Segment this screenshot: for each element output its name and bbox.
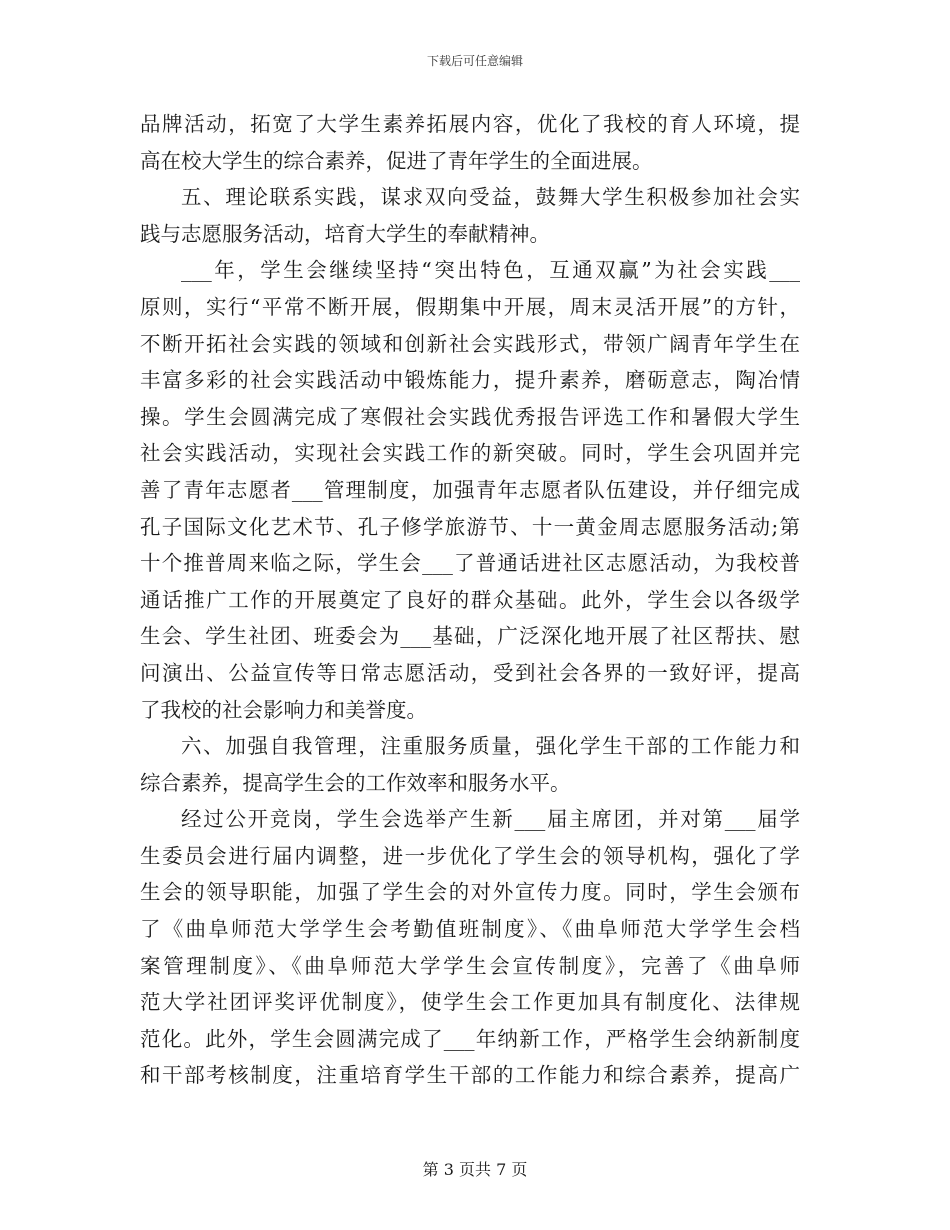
paragraph-line: 五、理论联系实践，谋求双向受益，鼓舞大学生积极参加社会实 <box>181 185 800 210</box>
paragraph-line: 践与志愿服务活动，培育大学生的奉献精神。 <box>140 221 550 246</box>
paragraph-line: 经过公开竞岗，学生会选举产生新___届主席团，并对第___届学 <box>181 807 800 832</box>
document-body <box>140 106 800 1094</box>
paragraph <box>140 179 800 252</box>
paragraph <box>140 252 800 728</box>
paragraph-line: 不断开拓社会实践的领域和创新社会实践形式，带领广阔青年学生在 <box>140 331 800 356</box>
paragraph-line: 了我校的社会影响力和美誉度。 <box>140 697 427 722</box>
paragraph-line: 操。学生会圆满完成了寒假社会实践优秀报告评选工作和暑假大学生 <box>140 404 800 429</box>
paragraph-line: 生会、学生社团、班委会为___基础，广泛深化地开展了社区帮扶、慰 <box>140 624 800 649</box>
paragraph-line: 孔子国际文化艺术节、孔子修学旅游节、十一黄金周志愿服务活动;第 <box>140 514 800 539</box>
paragraph-line: ___年，学生会继续坚持“突出特色，互通双赢”为社会实践___ <box>181 258 800 283</box>
paragraph-line: 十个推普周来临之际，学生会___了普通话进社区志愿活动，为我校普 <box>140 551 800 576</box>
paragraph-line: 六、加强自我管理，注重服务质量，强化学生干部的工作能力和 <box>181 734 800 759</box>
paragraph-line: 综合素养，提高学生会的工作效率和服务水平。 <box>140 770 571 795</box>
paragraph-line: 高在校大学生的综合素养，促进了青年学生的全面进展。 <box>140 148 653 173</box>
paragraph-line: 和干部考核制度，注重培育学生干部的工作能力和综合素养，提高广 <box>140 1063 800 1088</box>
paragraph-line: 善了青年志愿者___管理制度，加强青年志愿者队伍建设，并仔细完成 <box>140 477 800 502</box>
paragraph-line: 原则，实行“平常不断开展，假期集中开展，周末灵活开展”的方针， <box>140 294 800 319</box>
paragraph-line: 问演出、公益宣传等日常志愿活动，受到社会各界的一致好评，提高 <box>140 660 800 685</box>
page-footer: 第 3 页共 7 页 <box>422 1160 528 1179</box>
paragraph-line: 丰富多彩的社会实践活动中锻炼能力，提升素养，磨砺意志，陶冶情 <box>140 368 800 393</box>
paragraph <box>140 106 800 179</box>
paragraph-line: 范化。此外，学生会圆满完成了___年纳新工作，严格学生会纳新制度 <box>140 1026 800 1051</box>
paragraph <box>140 728 800 801</box>
paragraph-line: 生委员会进行届内调整，进一步优化了学生会的领导机构，强化了学 <box>140 843 800 868</box>
paragraph-line: 品牌活动，拓宽了大学生素养拓展内容，优化了我校的育人环境，提 <box>140 112 800 136</box>
paragraph-line: 通话推广工作的开展奠定了良好的群众基础。此外，学生会以各级学 <box>140 587 800 612</box>
paragraph-line: 社会实践活动，实现社会实践工作的新突破。同时，学生会巩固并完 <box>140 441 800 466</box>
paragraph-line: 范大学社团评奖评优制度》，使学生会工作更加具有制度化、法律规 <box>140 990 800 1015</box>
page-header: 下载后可任意编辑 <box>426 54 523 68</box>
paragraph <box>140 801 800 1094</box>
paragraph-line: 了《曲阜师范大学学生会考勤值班制度》、《曲阜师范大学学生会档 <box>140 917 800 942</box>
paragraph-line: 生会的领导职能，加强了学生会的对外宣传力度。同时，学生会颁布 <box>140 880 800 905</box>
paragraph-line: 案管理制度》、《曲阜师范大学学生会宣传制度》，完善了《曲阜师 <box>140 953 800 978</box>
